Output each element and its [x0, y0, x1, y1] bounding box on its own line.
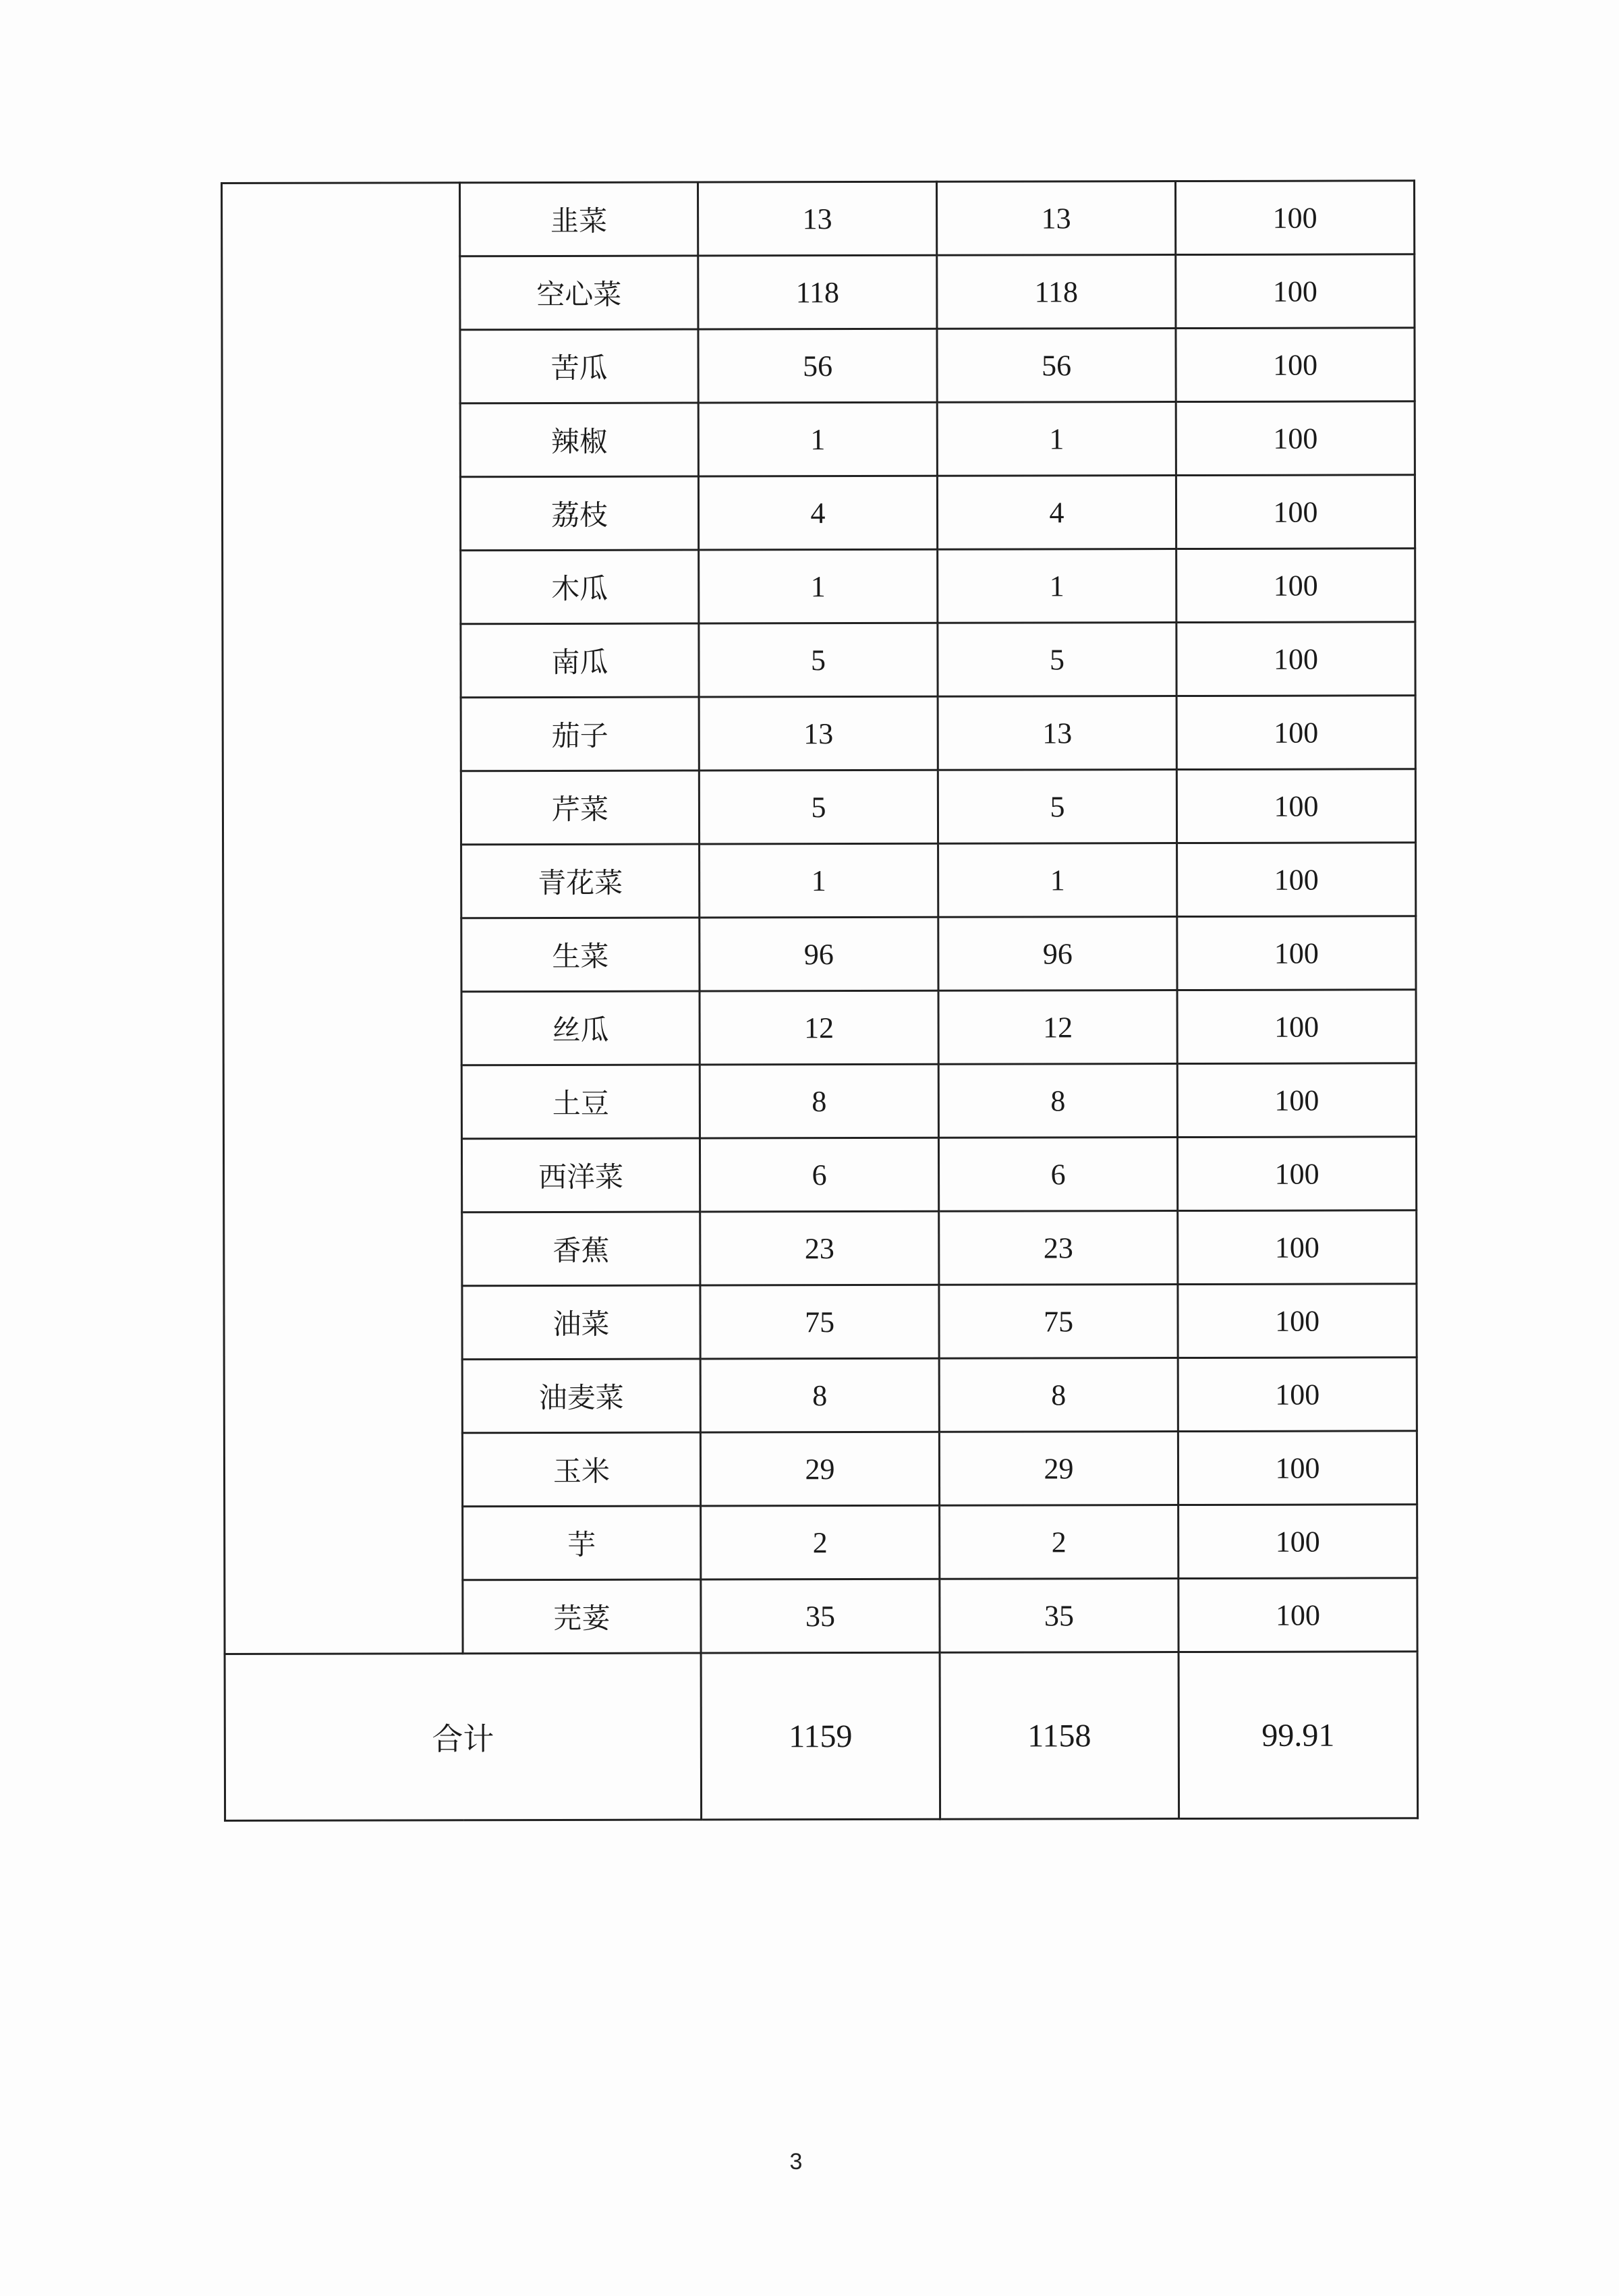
col2-cell: 35 — [701, 1579, 940, 1653]
col4-cell: 100 — [1178, 1284, 1417, 1358]
item-name-cell: 玉米 — [462, 1432, 700, 1507]
col4-cell: 100 — [1177, 990, 1416, 1064]
item-name-cell: 空心菜 — [460, 256, 698, 330]
col4-cell: 100 — [1177, 1137, 1416, 1211]
col2-cell: 1 — [700, 843, 938, 918]
item-name-cell: 南瓜 — [461, 623, 699, 698]
col3-cell: 12 — [938, 990, 1177, 1065]
col4-cell: 100 — [1178, 1505, 1417, 1579]
col3-cell: 35 — [940, 1579, 1178, 1653]
col4-cell: 100 — [1176, 181, 1415, 255]
col3-cell: 5 — [938, 623, 1176, 697]
col3-cell: 56 — [937, 329, 1176, 403]
col2-cell: 13 — [699, 696, 938, 771]
col3-cell: 6 — [938, 1138, 1177, 1212]
col4-cell: 100 — [1176, 549, 1415, 623]
item-name-cell: 芋 — [463, 1506, 701, 1580]
col3-cell: 1 — [938, 843, 1177, 918]
col3-cell: 2 — [940, 1505, 1178, 1579]
col2-cell: 13 — [698, 181, 937, 256]
col4-cell: 100 — [1176, 696, 1415, 770]
col2-cell: 12 — [700, 990, 938, 1065]
col2-cell: 6 — [700, 1138, 938, 1212]
page-number: 3 — [789, 2149, 803, 2175]
item-name-cell: 西洋菜 — [461, 1138, 700, 1212]
item-name-cell: 油菜 — [462, 1285, 700, 1360]
col3-cell: 1 — [937, 402, 1176, 476]
col4-cell: 100 — [1177, 843, 1416, 917]
total-col3-cell: 1158 — [940, 1652, 1179, 1820]
item-name-cell: 青花菜 — [461, 844, 700, 918]
item-name-cell: 茄子 — [461, 697, 699, 771]
col2-cell: 96 — [700, 917, 938, 991]
col2-cell: 23 — [700, 1211, 939, 1285]
col4-cell: 100 — [1176, 622, 1415, 696]
col2-cell: 2 — [701, 1505, 940, 1579]
col4-cell: 100 — [1176, 769, 1415, 843]
item-name-cell: 芫荽 — [463, 1579, 701, 1654]
col3-cell: 29 — [939, 1432, 1178, 1506]
table-row — [222, 181, 1415, 257]
col4-cell: 100 — [1178, 1578, 1417, 1652]
col2-cell: 4 — [698, 476, 937, 550]
item-name-cell: 香蕉 — [462, 1212, 700, 1286]
total-row — [225, 1652, 1418, 1821]
item-name-cell: 油麦菜 — [462, 1359, 700, 1433]
col2-cell: 29 — [700, 1432, 939, 1506]
col2-cell: 56 — [698, 329, 937, 403]
col3-cell: 5 — [938, 770, 1176, 844]
inspection-table — [221, 179, 1419, 1822]
col2-cell: 118 — [698, 255, 937, 329]
col4-cell: 100 — [1176, 328, 1415, 402]
col2-cell: 8 — [700, 1064, 938, 1138]
col3-cell: 4 — [937, 476, 1176, 550]
col2-cell: 1 — [699, 549, 938, 623]
total-col2-cell: 1159 — [701, 1652, 940, 1820]
item-name-cell: 辣椒 — [460, 403, 698, 477]
col3-cell: 23 — [939, 1211, 1178, 1285]
col4-cell: 100 — [1178, 1431, 1417, 1505]
col3-cell: 1 — [938, 549, 1176, 623]
col2-cell: 5 — [699, 770, 938, 844]
col2-cell: 75 — [700, 1285, 939, 1359]
col3-cell: 13 — [937, 181, 1176, 256]
col4-cell: 100 — [1177, 1063, 1416, 1138]
item-name-cell: 韭菜 — [460, 182, 698, 256]
col3-cell: 75 — [939, 1285, 1178, 1359]
col4-cell: 100 — [1178, 1210, 1417, 1285]
col2-cell: 1 — [698, 402, 937, 476]
category-cell — [222, 183, 463, 1654]
item-name-cell: 木瓜 — [461, 550, 699, 624]
col4-cell: 100 — [1176, 475, 1415, 549]
item-name-cell: 荔枝 — [460, 476, 698, 551]
total-col4-cell: 99.91 — [1178, 1652, 1418, 1819]
col3-cell: 96 — [938, 917, 1177, 991]
item-name-cell: 芹菜 — [461, 771, 699, 845]
col2-cell: 8 — [700, 1358, 939, 1432]
col4-cell: 100 — [1177, 916, 1416, 990]
total-label: 合计 — [225, 1653, 702, 1820]
item-name-cell: 生菜 — [461, 918, 700, 992]
col2-cell: 5 — [699, 623, 938, 697]
col3-cell: 8 — [938, 1064, 1177, 1138]
item-name-cell: 苦瓜 — [460, 329, 698, 403]
col3-cell: 8 — [939, 1358, 1178, 1432]
col4-cell: 100 — [1178, 1357, 1417, 1432]
col4-cell: 100 — [1176, 401, 1415, 476]
col3-cell: 13 — [938, 696, 1176, 771]
table-body — [222, 181, 1418, 1821]
col4-cell: 100 — [1176, 254, 1415, 329]
item-name-cell: 土豆 — [461, 1065, 700, 1139]
col3-cell: 118 — [937, 255, 1176, 329]
item-name-cell: 丝瓜 — [461, 991, 700, 1065]
